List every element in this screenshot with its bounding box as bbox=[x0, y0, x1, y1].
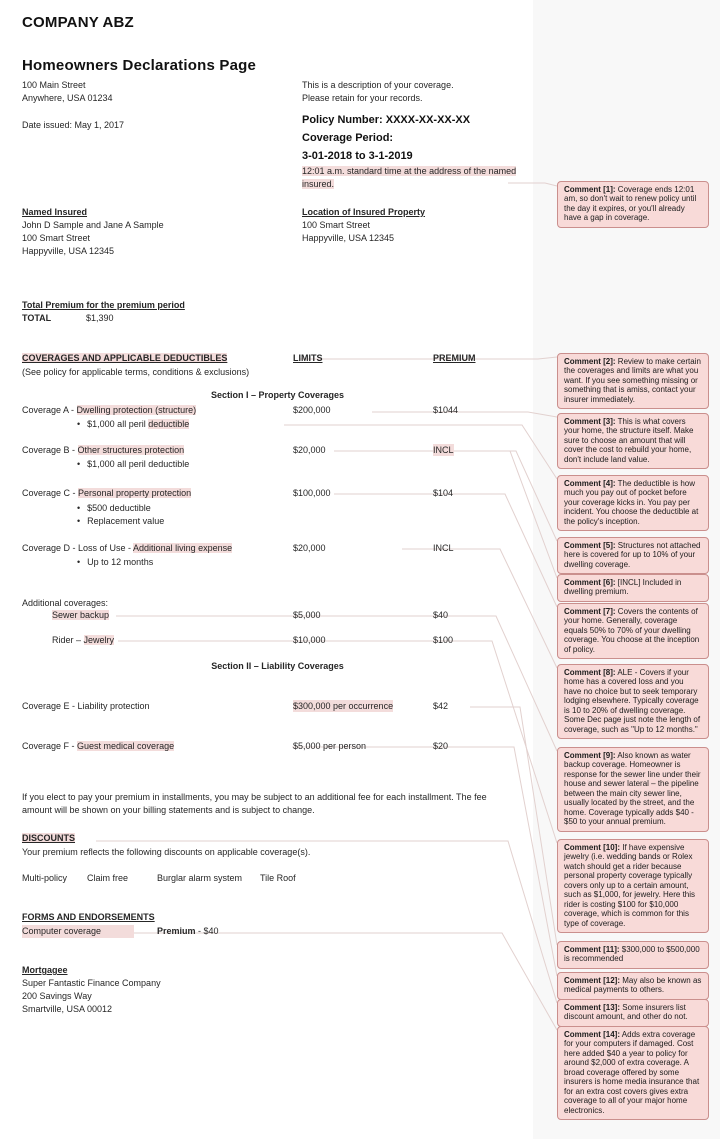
coverage-a-limit: $200,000 bbox=[293, 405, 331, 415]
limits-column-header: LIMITS bbox=[293, 353, 323, 363]
coverage-c-limit: $100,000 bbox=[293, 488, 331, 498]
forms-premium-value: - $40 bbox=[198, 926, 219, 936]
coverage-row-f: Coverage F - Guest medical coverage $5,000 per person $20 bbox=[22, 741, 449, 751]
coverages-heading: COVERAGES AND APPLICABLE DEDUCTIBLES bbox=[22, 353, 228, 363]
coverage-f-premium: $20 bbox=[433, 741, 449, 751]
coverage-a-premium: $1044 bbox=[433, 405, 459, 415]
discount-item-3: Burglar alarm system bbox=[157, 873, 243, 883]
discounts-heading-wrap bbox=[22, 832, 75, 845]
location-label: Location of Insured Property bbox=[302, 207, 426, 217]
named-insured-street: 100 Smart Street bbox=[22, 233, 91, 243]
coverage-c-bullet1: • $500 deductible bbox=[77, 502, 151, 514]
coverage-row-a: Coverage A - Dwelling protection (structure) $200,000 $1044 bbox=[22, 405, 459, 415]
comment-1: Comment [1]: Coverage ends 12:01 am, so don't wait to renew policy until the day it expires, or you'll already have a gap in coverage. bbox=[557, 181, 709, 228]
additional-coverages-label: Additional coverages: bbox=[22, 598, 109, 608]
discounts-heading: DISCOUNTS bbox=[22, 833, 76, 843]
date-issued: Date issued: May 1, 2017 bbox=[22, 120, 125, 130]
coverage-period-label: Coverage Period: bbox=[302, 132, 394, 144]
coverage-d-bullet: • Up to 12 months bbox=[77, 556, 153, 568]
coverage-e-premium: $42 bbox=[433, 701, 449, 711]
coverage-row-e: Coverage E - Liability protection $300,000 per occurrence $42 bbox=[22, 701, 449, 711]
installment-note: If you elect to pay your premium in installments, you may be subject to an additional fee for each installment. The fee amount will be shown on your billing statements and is subject to change. bbox=[22, 792, 487, 815]
total-value: $1,390 bbox=[86, 313, 114, 323]
mortgagee-line3: Smartville, USA 00012 bbox=[22, 1004, 113, 1014]
jewelry-limit: $10,000 bbox=[293, 635, 326, 645]
jewelry-premium: $100 bbox=[433, 635, 454, 645]
coverages-header-row bbox=[22, 352, 533, 365]
comment-13: Comment [13]: Some insurers list discount amount, and other do not. bbox=[557, 999, 709, 1027]
coverage-period-note: 12:01 a.m. standard time at the address of the named insured. bbox=[302, 166, 517, 189]
comment-12: Comment [12]: May also be known as medical payments to others. bbox=[557, 972, 709, 1000]
location-street: 100 Smart Street bbox=[302, 220, 371, 230]
coverage-period-value: 3-01-2018 to 3-1-2019 bbox=[302, 150, 413, 162]
location-city: Happyville, USA 12345 bbox=[302, 233, 395, 243]
section2-heading: Section II – Liability Coverages bbox=[211, 661, 344, 671]
mortgagee-line2: 200 Savings Way bbox=[22, 991, 92, 1001]
coverage-b-limit: $20,000 bbox=[293, 445, 326, 455]
forms-heading: FORMS AND ENDORSEMENTS bbox=[22, 912, 155, 922]
company-name: COMPANY ABZ bbox=[22, 14, 134, 31]
comment-11: Comment [11]: $300,000 to $500,000 is recommended bbox=[557, 941, 709, 969]
named-insured-label: Named Insured bbox=[22, 207, 88, 217]
sewer-premium: $40 bbox=[433, 610, 449, 620]
comment-6: Comment [6]: [INCL] Included in dwelling premium. bbox=[557, 574, 709, 602]
additional-row-jewelry: Rider – Jewelry $10,000 $100 bbox=[52, 635, 454, 645]
section1-heading: Section I – Property Coverages bbox=[210, 390, 345, 400]
comment-9: Comment [9]: Also known as water backup coverage. Homeowner is response for the sewer line under their house and sewer lateral – the pipeline between the main city sewer line, usually located by the street, and the home. Coverage typically adds $40 - $50 to your annual premium. bbox=[557, 747, 709, 832]
description-line2: Please retain for your records. bbox=[302, 93, 423, 103]
discount-item-1: Multi-policy bbox=[22, 873, 68, 883]
forms-premium-label: Premium bbox=[157, 926, 196, 936]
coverage-d-limit: $20,000 bbox=[293, 543, 326, 553]
coverage-a-bullet: • $1,000 all peril deductible bbox=[77, 418, 189, 430]
forms-row bbox=[22, 925, 533, 938]
page-title: Homeowners Declarations Page bbox=[22, 57, 257, 74]
coverage-row-d: Coverage D - Loss of Use - Additional living expense $20,000 INCL bbox=[22, 543, 454, 553]
policy-number: Policy Number: XXXX-XX-XX-XX bbox=[302, 114, 471, 126]
company-address-line2: Anywhere, USA 01234 bbox=[22, 93, 113, 103]
coverage-c-bullet2: • Replacement value bbox=[77, 515, 164, 527]
discount-item-4: Tile Roof bbox=[260, 873, 296, 883]
comment-4: Comment [4]: The deductible is how much you pay out of pocket before your coverage kicks in. You pay per incident. You choose the deductible at the policy's inception. bbox=[557, 475, 709, 531]
company-address-line1: 100 Main Street bbox=[22, 80, 86, 90]
discount-item-2: Claim free bbox=[87, 873, 129, 883]
forms-item: Computer coverage bbox=[22, 925, 134, 938]
comment-2: Comment [2]: Review to make certain the coverages and limits are what you want. If you see something missing or something that is amiss, contact your insurer immediately. bbox=[557, 353, 709, 409]
description-line1: This is a description of your coverage. bbox=[302, 80, 454, 90]
comment-10: Comment [10]: If have expensive jewelry (i.e. wedding bands or Rolex watch should get a rider because personal property coverage typically covers only up to a certain amount, such as $1,000, for jewelry. Here this rider is costing $100 for $10,000 coverage, which is common for this type of coverage. bbox=[557, 839, 709, 933]
comment-8: Comment [8]: ALE - Covers if your home has a covered loss and you have no choice but to seek temporary lodging elsewhere. Typically coverage is 10 to 20% of dwelling coverage. Some Dec page just note the length of coverage, such as "Up to 12 months." bbox=[557, 664, 709, 739]
mortgagee-heading: Mortgagee bbox=[22, 965, 68, 975]
comment-5: Comment [5]: Structures not attached here is covered for up to 10% of your dwelling coverage. bbox=[557, 537, 709, 574]
named-insured-city: Happyville, USA 12345 bbox=[22, 246, 115, 256]
comment-7: Comment [7]: Covers the contents of your home. Generally, coverage equals 50% to 70% of your dwelling coverage. You choose at the inception of policy. bbox=[557, 603, 709, 659]
coverage-b-bullet: • $1,000 all peril deductible bbox=[77, 458, 189, 470]
additional-row-sewer: Sewer backup $5,000 $40 bbox=[52, 610, 449, 620]
comment-3: Comment [3]: This is what covers your home, the structure itself. Make sure to choose an amount that will cover the cost to rebuild your home, don't include land value. bbox=[557, 413, 709, 469]
coverages-subnote: (See policy for applicable terms, conditions & exclusions) bbox=[22, 367, 250, 377]
comment-14: Comment [14]: Adds extra coverage for your computers if damaged. Cost here added $40 a year to policy for around $2,000 of extra coverage. A broad coverage offered by some insurers is home media insurance that for an extra cost covers gives extra coverage to all of your major home electronics. bbox=[557, 1026, 709, 1120]
discounts-text: Your premium reflects the following discounts on applicable coverage(s). bbox=[22, 847, 311, 857]
coverage-f-limit: $5,000 per person bbox=[293, 741, 367, 751]
named-insured-name: John D Sample and Jane A Sample bbox=[22, 220, 164, 230]
sewer-limit: $5,000 bbox=[293, 610, 321, 620]
coverage-c-premium: $104 bbox=[433, 488, 454, 498]
mortgagee-line1: Super Fantastic Finance Company bbox=[22, 978, 161, 988]
coverage-e-limit: $300,000 per occurrence bbox=[293, 701, 394, 711]
total-premium-heading: Total Premium for the premium period bbox=[22, 300, 185, 310]
coverage-d-premium: INCL bbox=[433, 543, 454, 553]
coverage-b-premium: INCL bbox=[433, 445, 454, 455]
coverage-row-b: Coverage B - Other structures protection $20,000 INCL bbox=[22, 445, 454, 455]
total-label: TOTAL bbox=[22, 313, 52, 323]
premium-column-header: PREMIUM bbox=[433, 353, 476, 363]
coverage-row-c: Coverage C - Personal property protection $100,000 $104 bbox=[22, 488, 454, 498]
